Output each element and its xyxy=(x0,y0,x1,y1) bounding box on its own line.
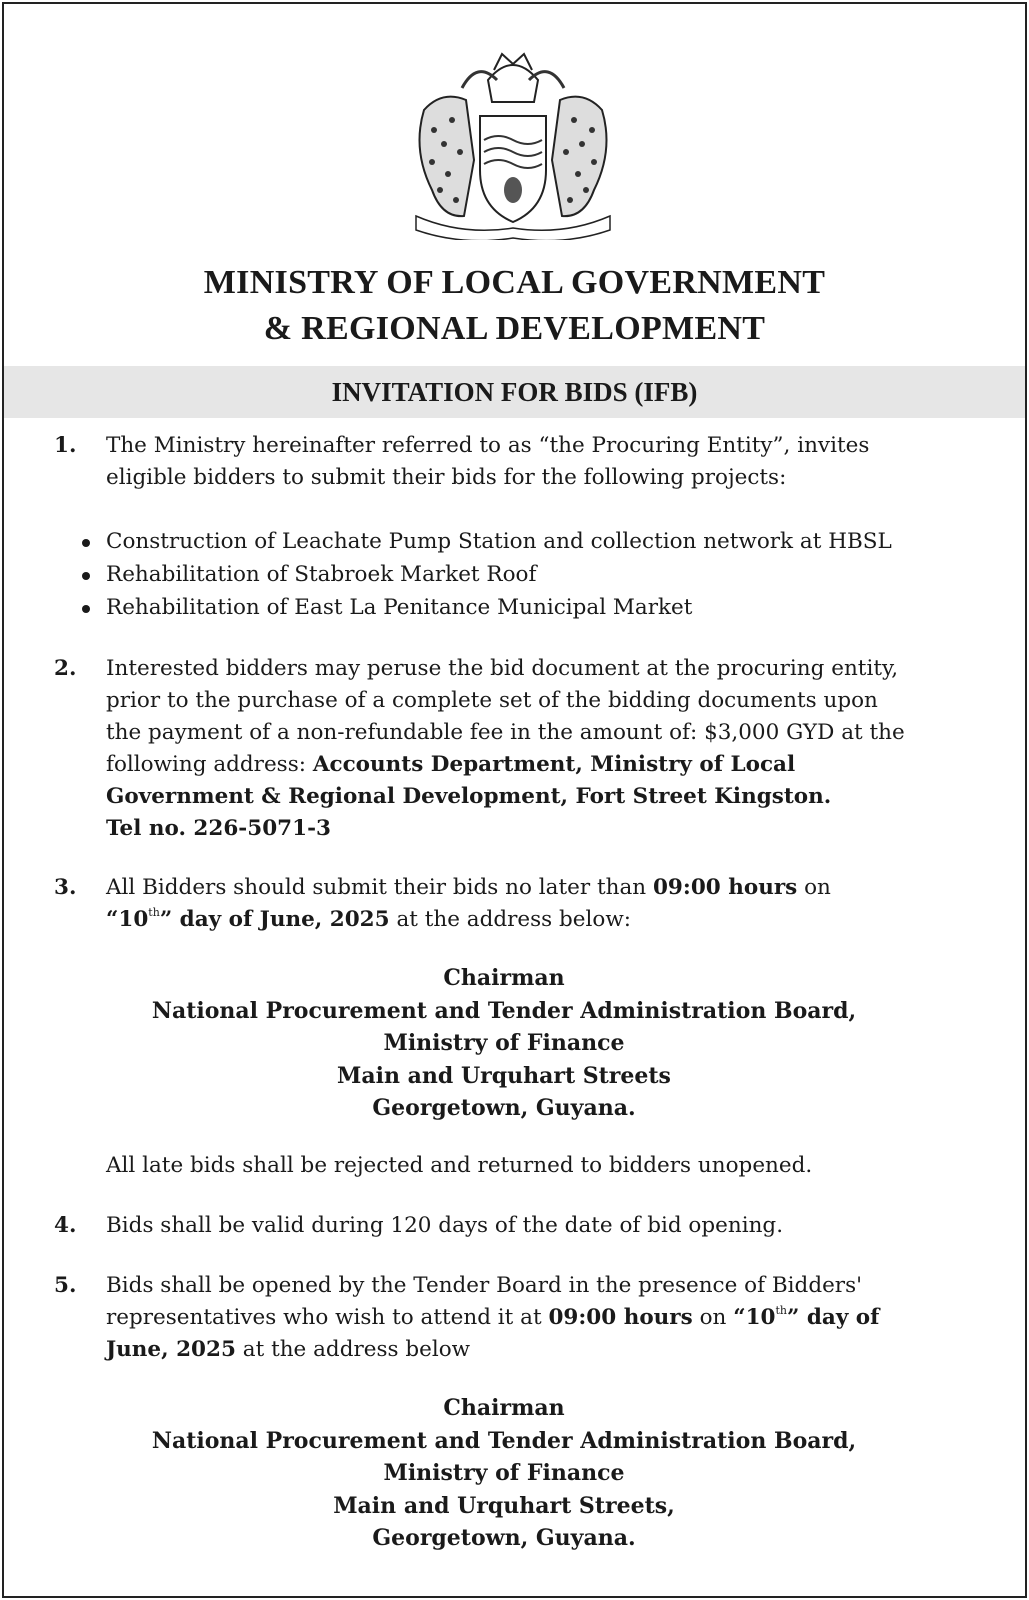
plain-text: on xyxy=(797,875,831,900)
late-bids-note: All late bids shall be rejected and returned to bidders unopened. xyxy=(106,1153,813,1178)
address-line: Chairman xyxy=(443,965,565,991)
project-name: Construction of Leachate Pump Station and collection network at HBSL xyxy=(106,529,892,554)
item-3-line xyxy=(106,904,985,936)
plain-text: at the address below xyxy=(235,1337,471,1362)
item-text xyxy=(106,653,985,845)
item-5-line xyxy=(106,1334,985,1366)
address-line: Ministry of Finance xyxy=(383,1030,625,1056)
submission-address xyxy=(4,962,1004,1125)
opening-time: 09:00 hours xyxy=(548,1305,693,1330)
deadline-time: 09:00 hours xyxy=(652,875,798,900)
address-line: Main and Urquhart Streets, xyxy=(333,1492,675,1519)
opening-address xyxy=(4,1392,1004,1555)
item-number: 5. xyxy=(54,1273,77,1298)
item-2-line xyxy=(106,781,985,813)
item-2-line: the payment of a non-refundable fee in the amount of: $3,000 GYD at the xyxy=(106,720,905,745)
coat-of-arms-icon xyxy=(402,40,624,240)
ifb-notice xyxy=(2,2,1027,1598)
phone-number: Tel no. 226-5071-3 xyxy=(106,816,331,841)
project-name: Rehabilitation of East La Penitance Municipal Market xyxy=(106,595,693,620)
item-3-line xyxy=(106,872,985,904)
ministry-title-line1: MINISTRY OF LOCAL GOVERNMENT xyxy=(203,264,826,301)
opening-date: June, 2025 xyxy=(106,1337,236,1362)
item-number: 2. xyxy=(54,656,77,681)
plain-text: at the address below: xyxy=(389,907,631,932)
item-1-line: eligible bidders to submit their bids for the following projects: xyxy=(106,465,787,490)
item-2-line: prior to the purchase of a complete set of the bidding documents upon xyxy=(106,688,878,713)
deadline-day: “10 xyxy=(106,907,149,932)
address-line: Main and Urquhart Streets xyxy=(337,1062,671,1089)
ministry-title-line2: & REGIONAL DEVELOPMENT xyxy=(263,310,766,347)
item-2-line xyxy=(106,813,985,845)
item-2-line: Interested bidders may peruse the bid document at the procuring entity, xyxy=(106,656,899,681)
item-5-line: Bids shall be opened by the Tender Board in the presence of Bidders' xyxy=(106,1273,863,1298)
item-number: 3. xyxy=(54,875,77,900)
plain-text: following address: xyxy=(106,752,313,777)
item-2-line xyxy=(106,749,985,781)
plain-text: All Bidders should submit their bids no later than xyxy=(106,875,653,900)
item-number: 4. xyxy=(54,1213,77,1238)
bold-text: Accounts Department, Ministry of Local xyxy=(312,752,796,777)
address-line: Georgetown, Guyana. xyxy=(372,1525,636,1551)
opening-date: ” day of xyxy=(787,1305,880,1330)
address-line: Georgetown, Guyana. xyxy=(372,1095,636,1121)
bold-text: Government & Regional Development, Fort Street Kingston. xyxy=(106,784,832,809)
plain-text: on xyxy=(692,1305,734,1330)
address-line: Ministry of Finance xyxy=(383,1460,625,1486)
item-text xyxy=(106,430,985,494)
project-name: Rehabilitation of Stabroek Market Roof xyxy=(106,562,537,587)
item-5-line xyxy=(106,1302,985,1334)
ordinal-suffix: th xyxy=(148,906,160,919)
item-text xyxy=(106,1270,985,1366)
item-1-line: The Ministry hereinafter referred to as “the Procuring Entity”, invites xyxy=(106,433,870,458)
item-number: 1. xyxy=(54,433,77,458)
ordinal-suffix: th xyxy=(775,1304,788,1317)
opening-day: “10 xyxy=(733,1305,776,1330)
deadline-date: ” day of June, 2025 xyxy=(159,907,390,932)
address-line: National Procurement and Tender Administration Board, xyxy=(151,997,857,1024)
address-line: Chairman xyxy=(443,1395,565,1421)
item-text xyxy=(106,872,985,936)
bullet-icon xyxy=(82,539,90,547)
address-line: National Procurement and Tender Administration Board, xyxy=(151,1427,857,1454)
bullet-icon xyxy=(82,605,90,613)
item-text: Bids shall be valid during 120 days of the date of bid opening. xyxy=(106,1213,784,1238)
ifb-banner: INVITATION FOR BIDS (IFB) xyxy=(4,366,1025,418)
plain-text: representatives who wish to attend it at xyxy=(106,1305,549,1330)
bullet-icon xyxy=(82,572,90,580)
